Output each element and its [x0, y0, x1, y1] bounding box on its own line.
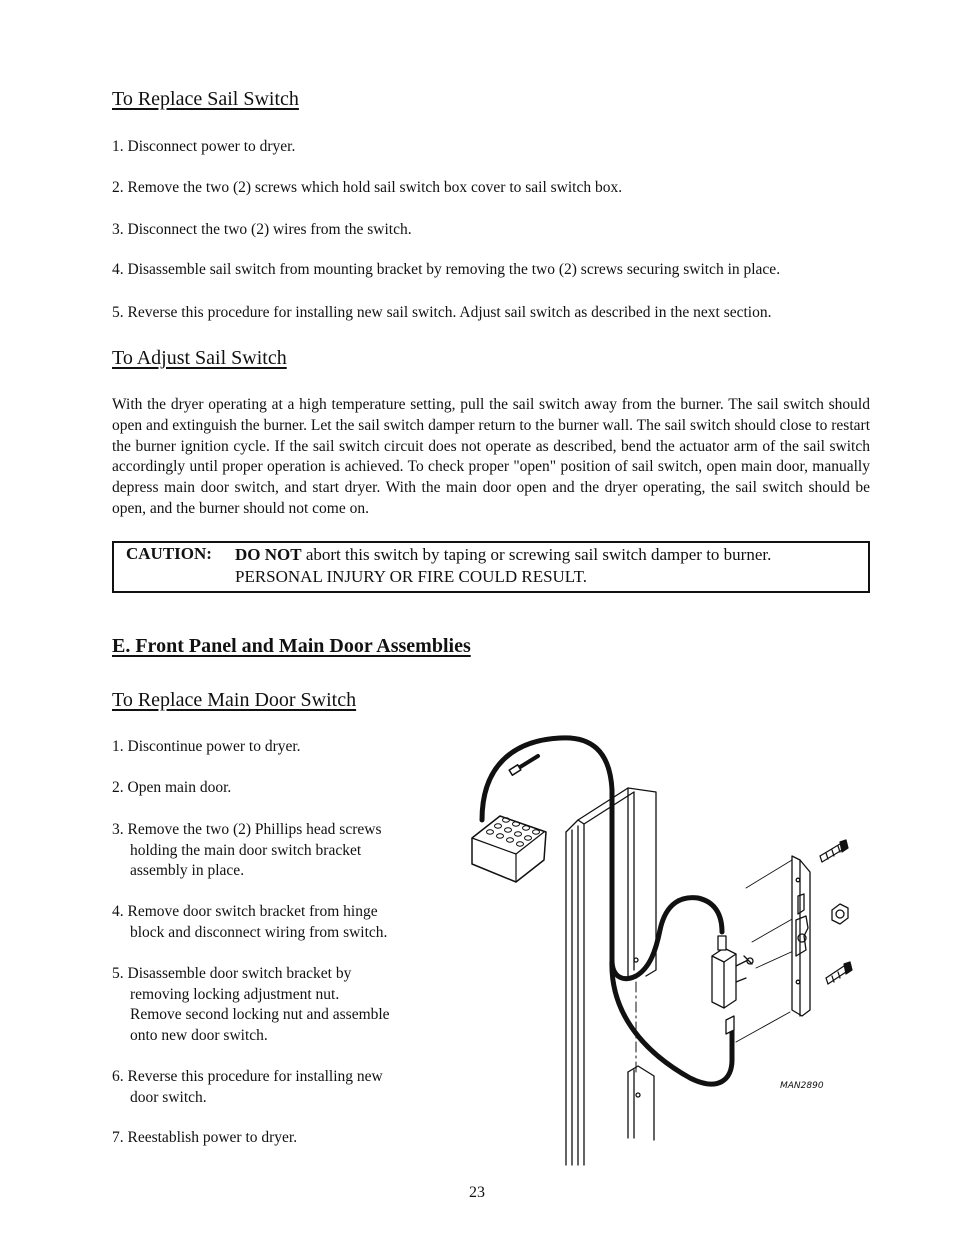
- door-step-3-line: assembly in place.: [130, 862, 245, 880]
- door-step-1: [112, 737, 432, 758]
- sail-replace-step-4: 4. Disassemble sail switch from mounting bracket by removing the two (2) screws securing switch in place.: [112, 261, 781, 278]
- heading-replace-sail-switch: To Replace Sail Switch: [112, 88, 299, 110]
- caution-text: [235, 544, 865, 588]
- door-step-5-line: onto new door switch.: [130, 1026, 268, 1044]
- hinge-block: [628, 1066, 654, 1140]
- door-step-4-line: 4. Remove door switch bracket from hinge: [112, 903, 378, 920]
- caution-line-1: abort this switch by taping or screwing sail switch damper to burner.: [301, 545, 772, 564]
- page-number: 23: [469, 1184, 485, 1201]
- heading-adjust-sail-switch: To Adjust Sail Switch: [112, 347, 287, 369]
- door-step-3-line: holding the main door switch bracket: [130, 841, 362, 859]
- screw-top: [820, 840, 848, 862]
- door-step-2-line: 2. Open main door.: [112, 779, 232, 796]
- screw-bottom: [826, 962, 852, 984]
- sail-replace-step-2: 2. Remove the two (2) screws which hold sail switch box cover to sail switch box.: [112, 179, 623, 196]
- caution-emphasis: DO NOT: [235, 545, 302, 564]
- door-step-5-line: removing locking adjustment nut.: [130, 985, 340, 1003]
- leader-lines: [736, 860, 800, 1042]
- door-step-4-line: block and disconnect wiring from switch.: [130, 923, 388, 941]
- door-step-2: [112, 778, 432, 799]
- door-step-6-line: 6. Reverse this procedure for installing new: [112, 1068, 383, 1085]
- door-step-3: [112, 820, 432, 882]
- door-step-5-line: Remove second locking nut and assemble: [130, 1006, 390, 1024]
- door-step-4: [112, 902, 432, 943]
- door-step-5-line: 5. Disassemble door switch bracket by: [112, 965, 352, 982]
- connector-block: [472, 816, 546, 882]
- door-step-3-line: 3. Remove the two (2) Phillips head screws: [112, 821, 382, 838]
- figure-label: MAN2890: [780, 1081, 824, 1091]
- caution-label: CAUTION:: [126, 544, 212, 563]
- adjust-sail-switch-paragraph: With the dryer operating at a high temperature setting, pull the sail switch away from the burner. The sail switch should open and extinguish the burner. Let the sail switch damper return to the burner wall. The sail switch should close to restart the burner ignition cycle. If the sail switch circuit does not operate as described, bend the actuator arm of the sail switch accordingly until proper operation is achieved. To check proper "open" position of sail switch, open main door, manually depress main door switch, and start dryer. With the main door open and the dryer operating, the sail switch should be open, and the burner should not come on.: [112, 396, 870, 517]
- heading-section-e: E. Front Panel and Main Door Assemblies: [112, 635, 471, 657]
- door-step-5: [112, 964, 432, 1046]
- nut: [832, 904, 848, 924]
- sail-replace-step-5: 5. Reverse this procedure for installing new sail switch. Adjust sail switch as described in the next section.: [112, 304, 772, 321]
- door-step-7: [112, 1128, 432, 1149]
- sail-replace-step-1: 1. Disconnect power to dryer.: [112, 138, 296, 155]
- caution-line-2: PERSONAL INJURY OR FIRE COULD RESULT.: [235, 567, 588, 586]
- door-switch: [712, 936, 753, 1034]
- switch-bracket: [792, 856, 810, 1016]
- sail-replace-step-3: 3. Disconnect the two (2) wires from the switch.: [112, 221, 412, 238]
- door-step-6: [112, 1067, 432, 1108]
- door-step-6-line: door switch.: [130, 1088, 207, 1106]
- door-step-1-line: 1. Discontinue power to dryer.: [112, 738, 301, 755]
- door-switch-assembly-figure: [460, 720, 880, 1170]
- heading-replace-main-door-switch: To Replace Main Door Switch: [112, 689, 357, 711]
- caution-box: [112, 541, 870, 593]
- door-step-7-line: 7. Reestablish power to dryer.: [112, 1129, 298, 1146]
